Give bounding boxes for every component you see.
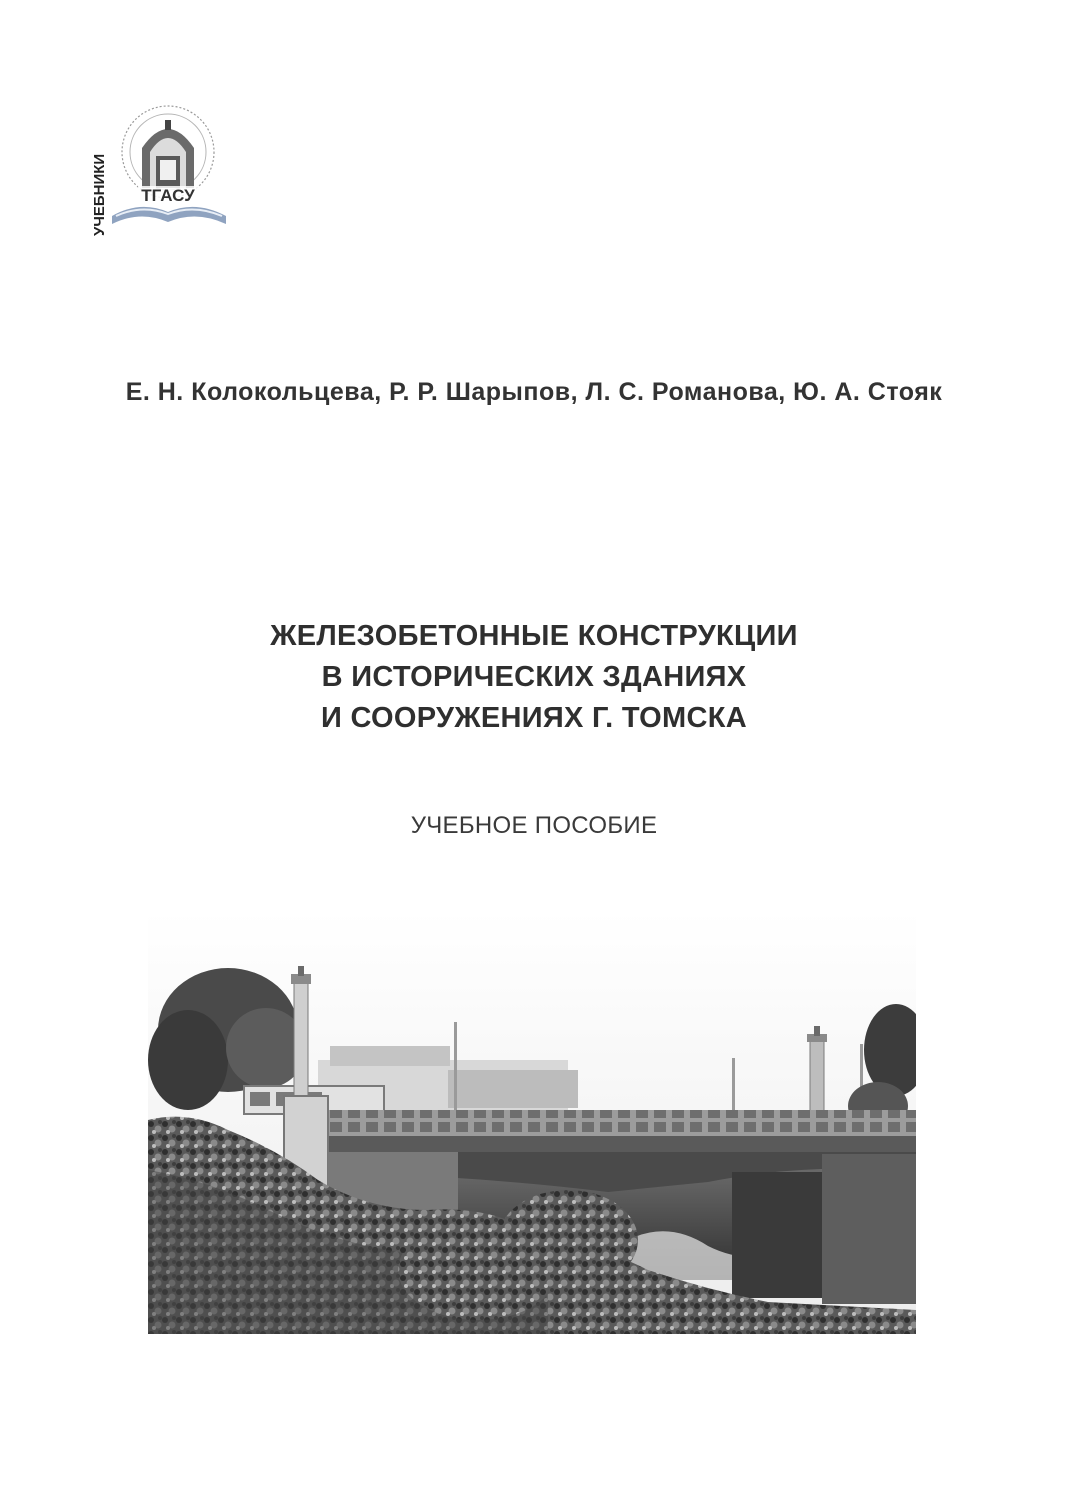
publisher-logo	[86, 96, 252, 246]
title-line-3: И СООРУЖЕНИЯХ Г. ТОМСКА	[321, 702, 747, 734]
book-title	[0, 616, 1068, 739]
bridge-photo	[148, 910, 916, 1334]
logo-vertical-text: УЧЕБНИКИ	[91, 153, 108, 236]
logo-emblem-text: ТГАСУ	[141, 186, 195, 205]
authors-line: Е. Н. Колокольцева, Р. Р. Шарыпов, Л. С. Романова, Ю. А. Стояк	[125, 378, 943, 406]
book-subtitle: УЧЕБНОЕ ПОСОБИЕ	[410, 812, 658, 839]
title-line-1: ЖЕЛЕЗОБЕТОННЫЕ КОНСТРУКЦИИ	[270, 620, 798, 652]
cover-photo	[148, 910, 916, 1334]
title-line-2: В ИСТОРИЧЕСКИХ ЗДАНИЯХ	[321, 661, 747, 693]
university-emblem-icon	[86, 96, 252, 246]
